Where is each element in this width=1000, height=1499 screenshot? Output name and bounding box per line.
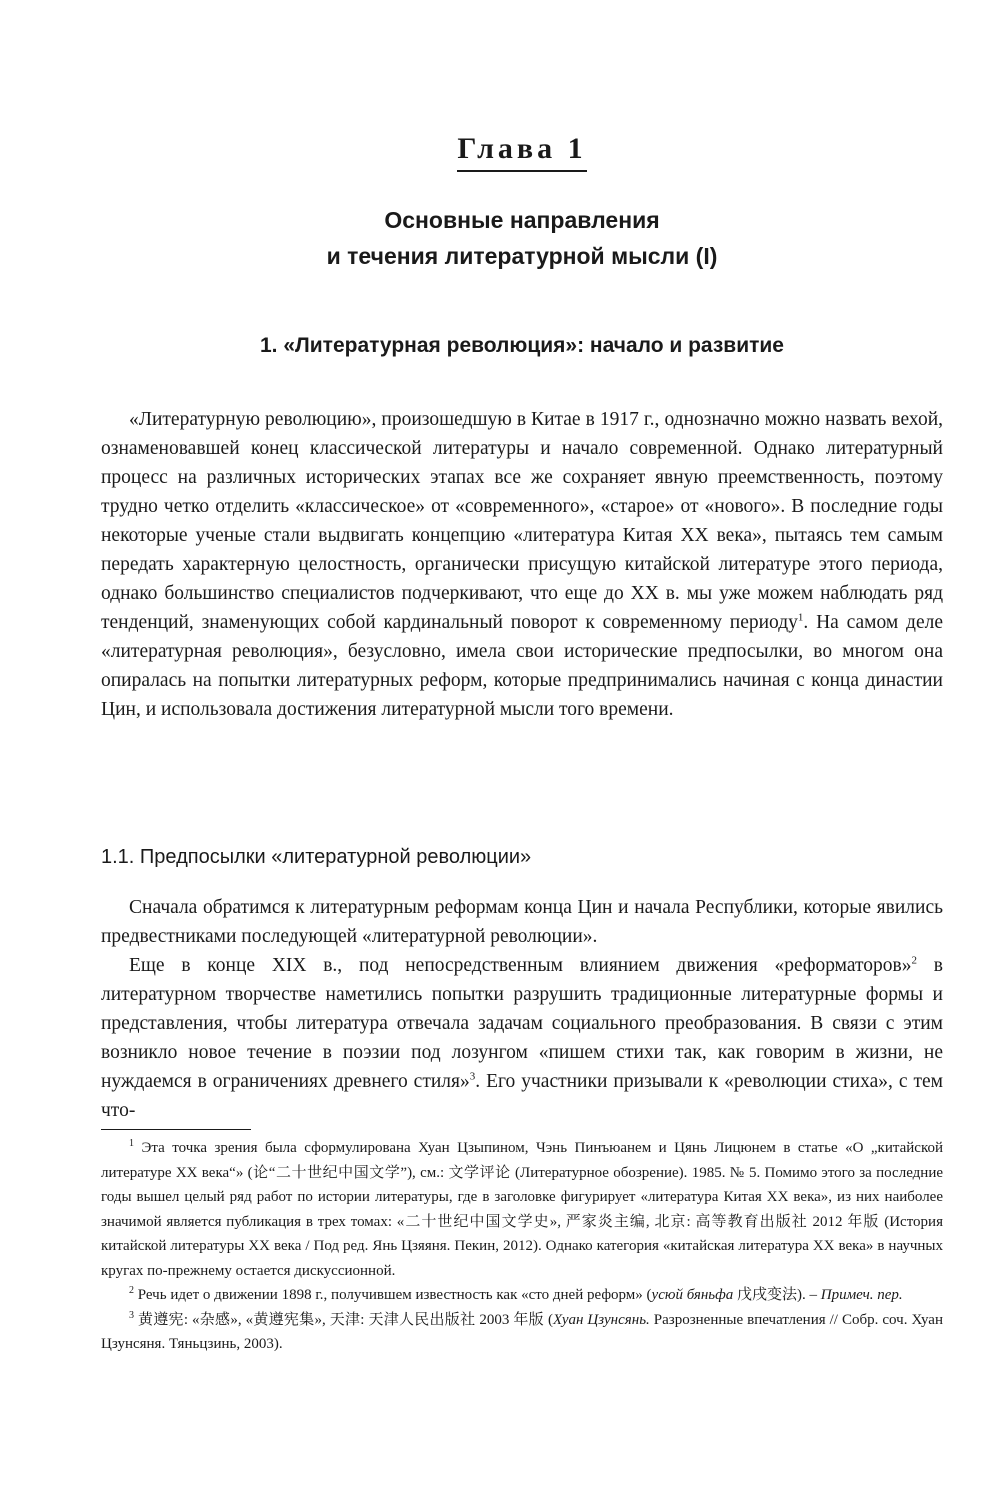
body-paragraph-2-text-b: в литературном творчестве наметились попытки разрушить традиционные литературные формы и представления, чтобы литература отвечала задачам социального преобразования. В связи с этим возникло новое течение в поэзии под лозунгом «пишем стихи так, как говорим в жизни, не нуждаемся в ограничениях древнего стиля»	[101, 955, 943, 1092]
footnote-ref-2: 2	[911, 954, 918, 967]
intro-block	[101, 405, 943, 724]
chapter-label	[101, 132, 943, 172]
footnote-3-mark: 3	[129, 1309, 134, 1321]
chapter-label-text: Глава 1	[457, 132, 586, 172]
footnote-2-mark: 2	[129, 1285, 134, 1296]
body-paragraph-1: Сначала обратимся к литературным реформам конца Цин и начала Республики, которые явились предвестниками последующей «литературной революции».	[101, 897, 943, 947]
body-paragraph-2-text-c: . Его участники призывали к «революции стиха», с тем что-	[101, 1071, 943, 1121]
body-paragraph-2	[101, 951, 943, 1125]
section-title: 1. «Литературная революция»: начало и развитие	[259, 334, 784, 357]
intro-text-b: . На самом деле «литературная революция», безусловно, имела свои исторические предпосылки, во многом она опиралась на попытки литературных реформ, которые предпринимались начиная с конца династии Цин, и использовала достижения литературной мысли того времени.	[101, 612, 943, 720]
body-block	[101, 893, 943, 1125]
chapter-title	[101, 202, 943, 274]
footnotes	[101, 1136, 943, 1357]
footnote-1-mark: 1	[129, 1138, 134, 1149]
body-paragraph-2-text-a: Еще в конце XIX в., под непосредственным влиянием движения «реформаторов»	[129, 955, 912, 976]
footnote-divider	[101, 1129, 251, 1130]
chapter-title-line-2: и течения литературной мысли (I)	[326, 243, 718, 269]
footnote-1-text: Эта точка зрения была сформулирована Хуан Цзыпином, Чэнь Пинъюанем и Цянь Лицюнем в статье «О „китайской литературе XX века“» (论“二十世纪中国文学”), см.: 文学评论 (Литературное обозрение). 1985. № 5. Помимо этого за последние годы вышел целый ряд работ по истории литературы, где в заголовке фигурирует «литература Китая XX века», из них наиболее значимой является публикация в трех томах: «二十世纪中国文学史», 严家炎主编, 北京: 高等教育出版社 2012 年版 (История китайской литературы XX века / Под ред. Янь Цзяяня. Пекин, 2012). Однако категория «китайская литература XX века» в научных кругах по-прежнему остается дискуссионной.	[101, 1140, 943, 1279]
footnote-2	[101, 1283, 943, 1308]
footnote-2-note: Примеч. пер.	[820, 1287, 903, 1303]
footnote-3-text-b: Разрозненные впечатления // Собр. соч. Хуан Цзунсяня. Тяньцзинь, 2003).	[101, 1311, 943, 1352]
footnote-ref-1: 1	[797, 611, 804, 624]
intro-paragraph	[101, 405, 943, 724]
footnote-3	[101, 1308, 943, 1357]
footnote-1	[101, 1136, 943, 1283]
chapter-title-line-1: Основные направления	[384, 207, 660, 233]
footnote-3-italic: Хуан Цзунсянь.	[552, 1311, 650, 1328]
footnote-2-text-b: 戊戌变法). –	[733, 1287, 821, 1303]
footnote-2-text-a: Речь идет о движении 1898 г., получившем известность как «сто дней реформ» (	[134, 1287, 652, 1303]
intro-text-a: «Литературную революцию», произошедшую в Китае в 1917 г., однозначно можно назвать вехой, ознаменовавшей конец классической литературы и начало современной. Однако литературный процесс на различных исторических этапах все же сохраняет явную преемственность, поэтому трудно четко отделить «классическое» от «современного», «старое» от «нового». В последние годы некоторые ученые стали выдвигать концепцию «литература Китая XX века», пытаясь тем самым передать характерную целостность, органически присущую китайской литературе этого периода, однако большинство специалистов подчеркивают, что еще до XX в. мы уже можем наблюдать ряд тенденций, знаменующих собой кардинальный поворот к современному периоду	[101, 409, 943, 633]
subsection-title: 1.1. Предпосылки «литературной революции»	[101, 846, 532, 868]
footnote-3-text-a: 黄遵宪: «杂感», «黄遵宪集», 天津: 天津人民出版社 2003 年版 (	[134, 1311, 553, 1328]
footnote-2-italic: усюй бяньфа	[651, 1287, 734, 1303]
footnote-ref-3: 3	[469, 1070, 476, 1083]
